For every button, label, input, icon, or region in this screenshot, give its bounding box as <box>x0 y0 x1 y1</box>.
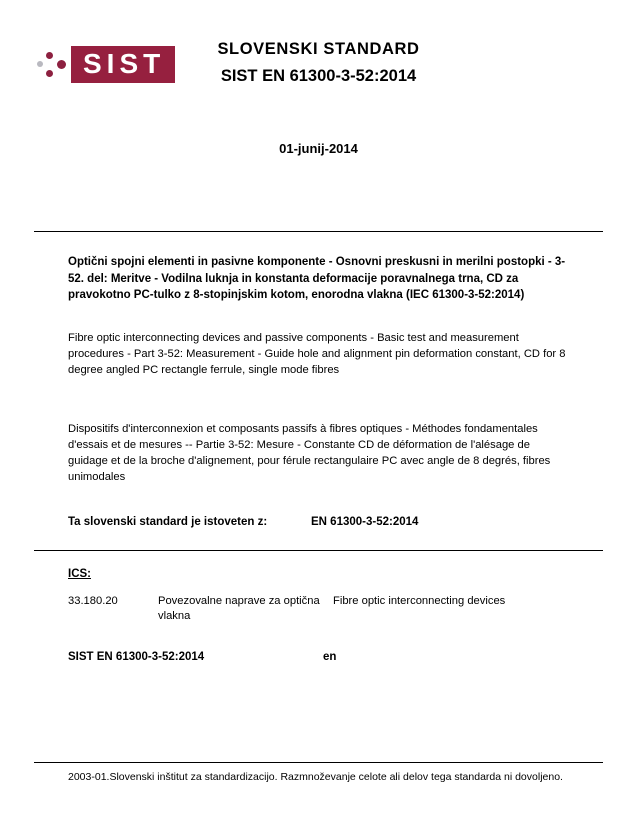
title-slovenian: Optični spojni elementi in pasivne komponente - Osnovni preskusni in merilni postopki - 3-52. del: Meritve - Vodilna luknja in konstanta deformacije poravnalnega trna, CD za pravokotno PC-tulko z 8-stopinjskim kotom, enorodna vlakna (IEC 61300-3-52:2014) <box>68 256 566 302</box>
header-title-block <box>34 40 603 86</box>
document-header <box>34 0 603 110</box>
title-english: Fibre optic interconnecting devices and passive components - Basic test and measurement procedures - Part 3-52: Measurement - Guide hole and alignment pin deformation constant, CD for 8 degree angled PC rectangle ferrule, single mode fibres <box>68 332 566 377</box>
title-french: Dispositifs d'interconnexion et composants passifs à fibres optiques - Méthodes fondamentales d'essais et de mesures -- Partie 3-52: Mesure - Constante CD de déformation de l'alésage de guidage et de la broche d'alignement, pour férule rectangulaire PC avec angle de 8 degrés, fibres unimodales <box>68 422 551 484</box>
ics-row <box>68 594 569 625</box>
logo-wordmark: SIST <box>71 46 175 83</box>
standard-language-row <box>68 651 569 663</box>
divider-top <box>34 231 603 232</box>
ics-label: ICS: <box>68 567 91 580</box>
standard-language-code: en <box>323 651 337 663</box>
standard-number-footer: SIST EN 61300-3-52:2014 <box>68 651 205 663</box>
page-title: SLOVENSKI STANDARD <box>217 40 420 58</box>
ics-section <box>34 568 603 663</box>
divider-middle <box>34 550 603 551</box>
titles-section <box>34 254 603 528</box>
ics-description-english: Fibre optic interconnecting devices <box>333 594 506 607</box>
publication-date: 01-junij-2014 <box>279 141 358 156</box>
divider-footer <box>34 762 603 763</box>
equivalence-row <box>68 516 569 528</box>
header-standard-number: SIST EN 61300-3-52:2014 <box>220 67 417 85</box>
equivalence-label: Ta slovenski standard je istoveten z: <box>68 515 268 528</box>
ics-description-slovenian: Povezovalne naprave za optična vlakna <box>158 594 320 623</box>
footer-copyright: 2003-01.Slovenski inštitut za standardizacijo. Razmnoževanje celote ali delov tega standarda ni dovoljeno. <box>68 771 563 783</box>
equivalence-value: EN 61300-3-52:2014 <box>311 515 419 528</box>
ics-code: 33.180.20 <box>68 594 118 607</box>
